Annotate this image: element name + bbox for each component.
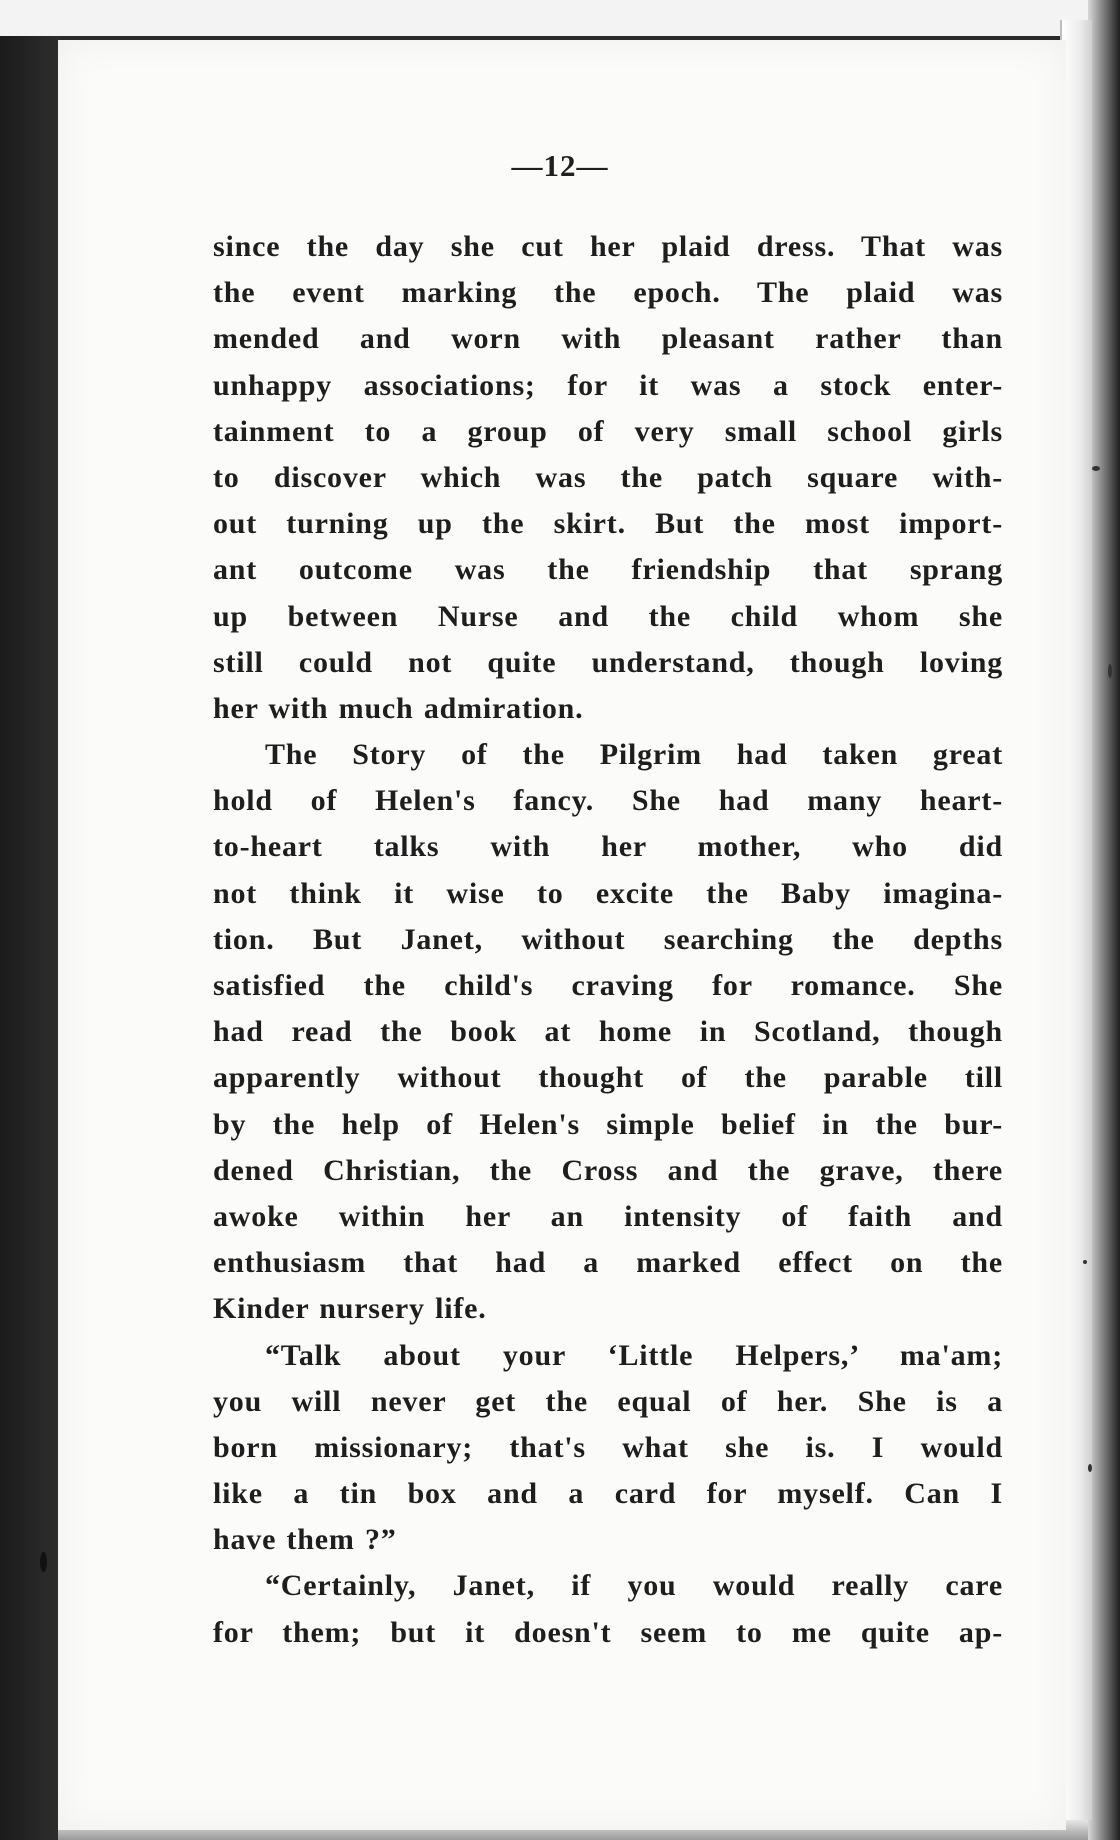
text-line: for them; but it doesn't seem to me quite ap- bbox=[213, 1615, 1003, 1649]
scan-speck bbox=[1083, 1260, 1087, 1264]
text-line: dened Christian, the Cross and the grave, there bbox=[213, 1153, 1003, 1187]
text-line: since the day she cut her plaid dress. That was bbox=[213, 230, 1003, 263]
body-text bbox=[213, 224, 1003, 1656]
text-line: Kinder nursery life. bbox=[213, 1292, 487, 1326]
text-line: ant outcome was the friendship that sprang bbox=[213, 553, 1003, 587]
text-line: unhappy associations; for it was a stock enter- bbox=[213, 368, 1003, 402]
text-line: tion. But Janet, without searching the depths bbox=[213, 922, 1003, 956]
text-line: have them ?” bbox=[213, 1523, 397, 1557]
text-line: satisfied the child's craving for romance. She bbox=[213, 969, 1003, 1002]
scan-speck bbox=[40, 1552, 47, 1572]
text-line: to discover which was the patch square with- bbox=[213, 460, 1003, 494]
text-line: up between Nurse and the child whom she bbox=[213, 599, 1003, 633]
scan-speck bbox=[1108, 664, 1112, 678]
text-line: “Certainly, Janet, if you would really care bbox=[265, 1569, 1003, 1603]
text-line: born missionary; that's what she is. I would bbox=[213, 1430, 1003, 1464]
text-line: had read the book at home in Scotland, though bbox=[213, 1015, 1003, 1049]
scan-backdrop-top bbox=[0, 0, 1120, 36]
scan-backdrop-right bbox=[1088, 0, 1120, 1840]
text-line: awoke within her an intensity of faith and bbox=[213, 1199, 1003, 1233]
text-line: to-heart talks with her mother, who did bbox=[213, 830, 1003, 864]
text-line: apparently without thought of the parable till bbox=[213, 1061, 1003, 1095]
text-line: “Talk about your ‘Little Helpers,’ ma'am; bbox=[265, 1338, 1003, 1372]
text-line: enthusiasm that had a marked effect on the bbox=[213, 1246, 1003, 1280]
text-line: still could not quite understand, though loving bbox=[213, 645, 1003, 679]
scan-speck bbox=[1092, 466, 1100, 471]
text-line: like a tin box and a card for myself. Can I bbox=[213, 1477, 1003, 1511]
text-line: by the help of Helen's simple belief in the bur- bbox=[213, 1107, 1003, 1141]
text-line: her with much admiration. bbox=[213, 691, 584, 725]
text-line: tainment to a group of very small school girls bbox=[213, 414, 1003, 448]
text-line: out turning up the skirt. But the most import- bbox=[213, 507, 1003, 541]
text-line: not think it wise to excite the Baby imagina- bbox=[213, 876, 1003, 910]
page-number: —12— bbox=[511, 148, 609, 183]
scan-backdrop-left bbox=[0, 0, 60, 1840]
text-line: hold of Helen's fancy. She had many heart- bbox=[213, 784, 1003, 818]
text-line: The Story of the Pilgrim had taken great bbox=[265, 738, 1003, 772]
text-line: mended and worn with pleasant rather than bbox=[213, 322, 1003, 356]
scan-speck bbox=[1088, 1464, 1092, 1472]
text-line: the event marking the epoch. The plaid was bbox=[213, 276, 1003, 310]
text-line: you will never get the equal of her. She is a bbox=[213, 1384, 1003, 1418]
